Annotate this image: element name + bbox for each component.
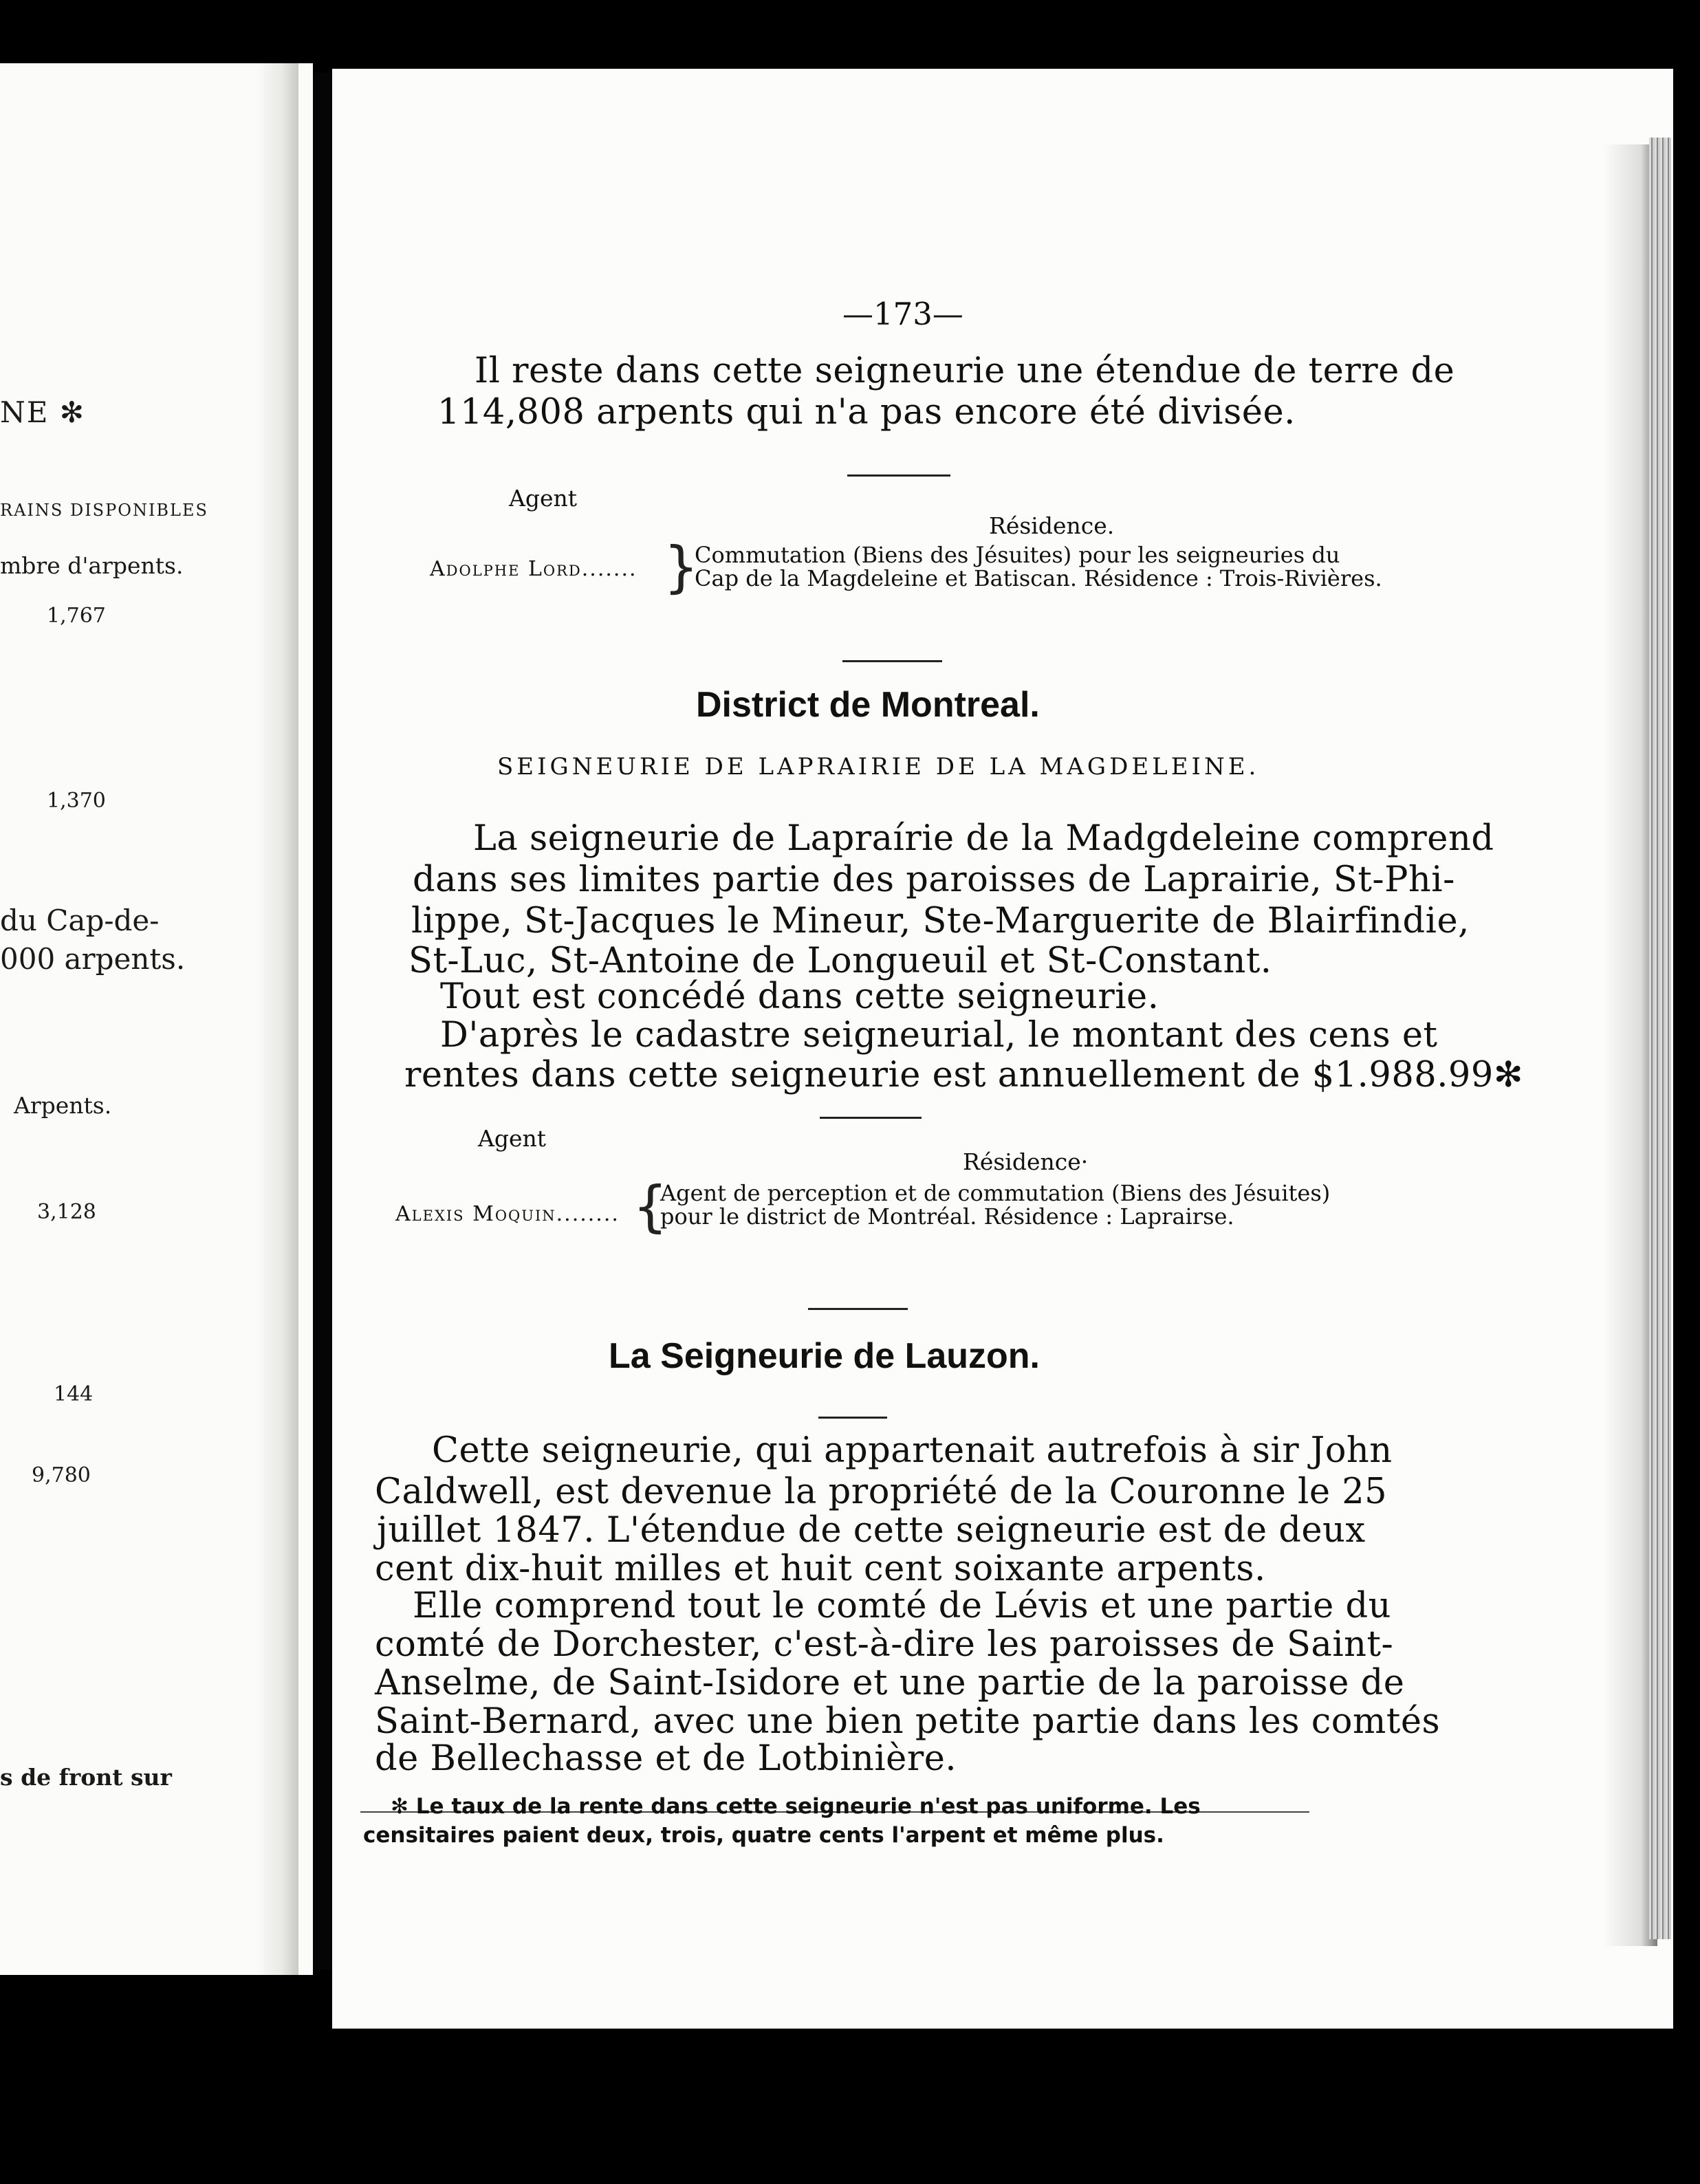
left-value: 1,767 [47,604,106,628]
left-value: 144 [54,1382,94,1406]
separator-rule [820,1117,922,1119]
paragraph-line: La seigneurie de Lapraírie de la Madgdeleine comprend [473,818,1494,859]
separator-rule [808,1308,908,1310]
left-page [0,63,313,1975]
agent-description: Agent de perception et de commutation (Biens des Jésuites) pour le district de Montréal. Résidence : Laprairse. [660,1180,1331,1230]
paragraph-line: D'après le cadastre seigneurial, le montant des cens et [440,1015,1438,1056]
left-bottom-fragment: s de front sur [0,1764,172,1791]
agent-label: Agent [478,1125,546,1152]
separator-rule [818,1417,887,1419]
paragraph-line: Cette seigneurie, qui appartenait autrefois à sir John [432,1430,1393,1471]
section-subheading: SEIGNEURIE DE LAPRAIRIE DE LA MAGDELEINE. [497,753,1260,780]
paragraph-line: Caldwell, est devenue la propriété de la Couronne le 25 [375,1472,1388,1512]
agent-name: Adolphe Lord....... [430,557,638,581]
paragraph-line: Anselme, de Saint-Isidore et une partie de la paroisse de [375,1663,1405,1703]
intro-line: 114,808 arpents qui n'a pas encore été divisée. [437,392,1296,433]
left-text-fragment: 000 arpents. [0,942,186,976]
paragraph-line: Tout est concédé dans cette seigneurie. [440,976,1159,1017]
book-gutter [313,72,332,1970]
section-heading: District de Montreal. [696,685,1040,725]
intro-line: Il reste dans cette seigneurie une étendue de terre de [475,351,1455,391]
brace-symbol: { [633,1175,668,1238]
paragraph-line: dans ses limites partie des paroisses de Laprairie, St-Phi- [413,860,1455,900]
paragraph-line: rentes dans cette seigneurie est annuellement de $1.988.99✻ [404,1055,1524,1095]
left-value: 9,780 [32,1463,91,1487]
paragraph-line: de Bellechasse et de Lotbinière. [375,1738,957,1779]
left-value: 1,370 [47,789,106,813]
residence-label: Résidence. [989,512,1115,539]
left-page-edge [256,63,298,1975]
paragraph-line: lippe, St-Jacques le Mineur, Ste-Marguerite de Blairfindie, [411,901,1470,941]
left-col-header: RAINS DISPONIBLES [0,501,208,520]
paragraph-line: St-Luc, St-Antoine de Longueuil et St-Constant. [408,941,1272,981]
paragraph-line: juillet 1847. L'étendue de cette seigneurie est de deux [377,1510,1366,1551]
left-text-fragment: du Cap-de- [0,904,160,937]
paragraph-line: comté de Dorchester, c'est-à-dire les paroisses de Saint- [375,1624,1394,1665]
separator-rule [842,660,942,662]
left-heading-fragment: NE ✻ [0,395,85,429]
agent-description: Commutation (Biens des Jésuites) pour les seigneuries du Cap de la Magdeleine et Batiscan. Résidence : Trois-Rivières. [695,542,1382,591]
agent-name: Alexis Moquin........ [395,1202,620,1226]
left-arpents-label: Arpents. [14,1092,112,1119]
page-stack-edge [1649,138,1671,1939]
section-heading: La Seigneurie de Lauzon. [609,1336,1040,1376]
paragraph-line: Elle comprend tout le comté de Lévis et une partie du [413,1586,1391,1626]
footnote: ✻ Le taux de la rente dans cette seigneurie n'est pas uniforme. Les censitaires paient deux, trois, quatre cents l'arpent et même plus. [363,1794,1201,1848]
paragraph-line: cent dix-huit milles et huit cent soixante arpents. [375,1549,1266,1589]
residence-label: Résidence· [963,1148,1089,1175]
brace-symbol: } [664,535,699,599]
left-value: 3,128 [37,1200,96,1224]
agent-label: Agent [509,485,577,512]
paragraph-line: Saint-Bernard, avec une bien petite partie dans les comtés [375,1701,1441,1742]
page-number: —173— [842,296,963,332]
separator-rule [847,474,950,477]
left-col-subheader: mbre d'arpents. [0,552,184,579]
